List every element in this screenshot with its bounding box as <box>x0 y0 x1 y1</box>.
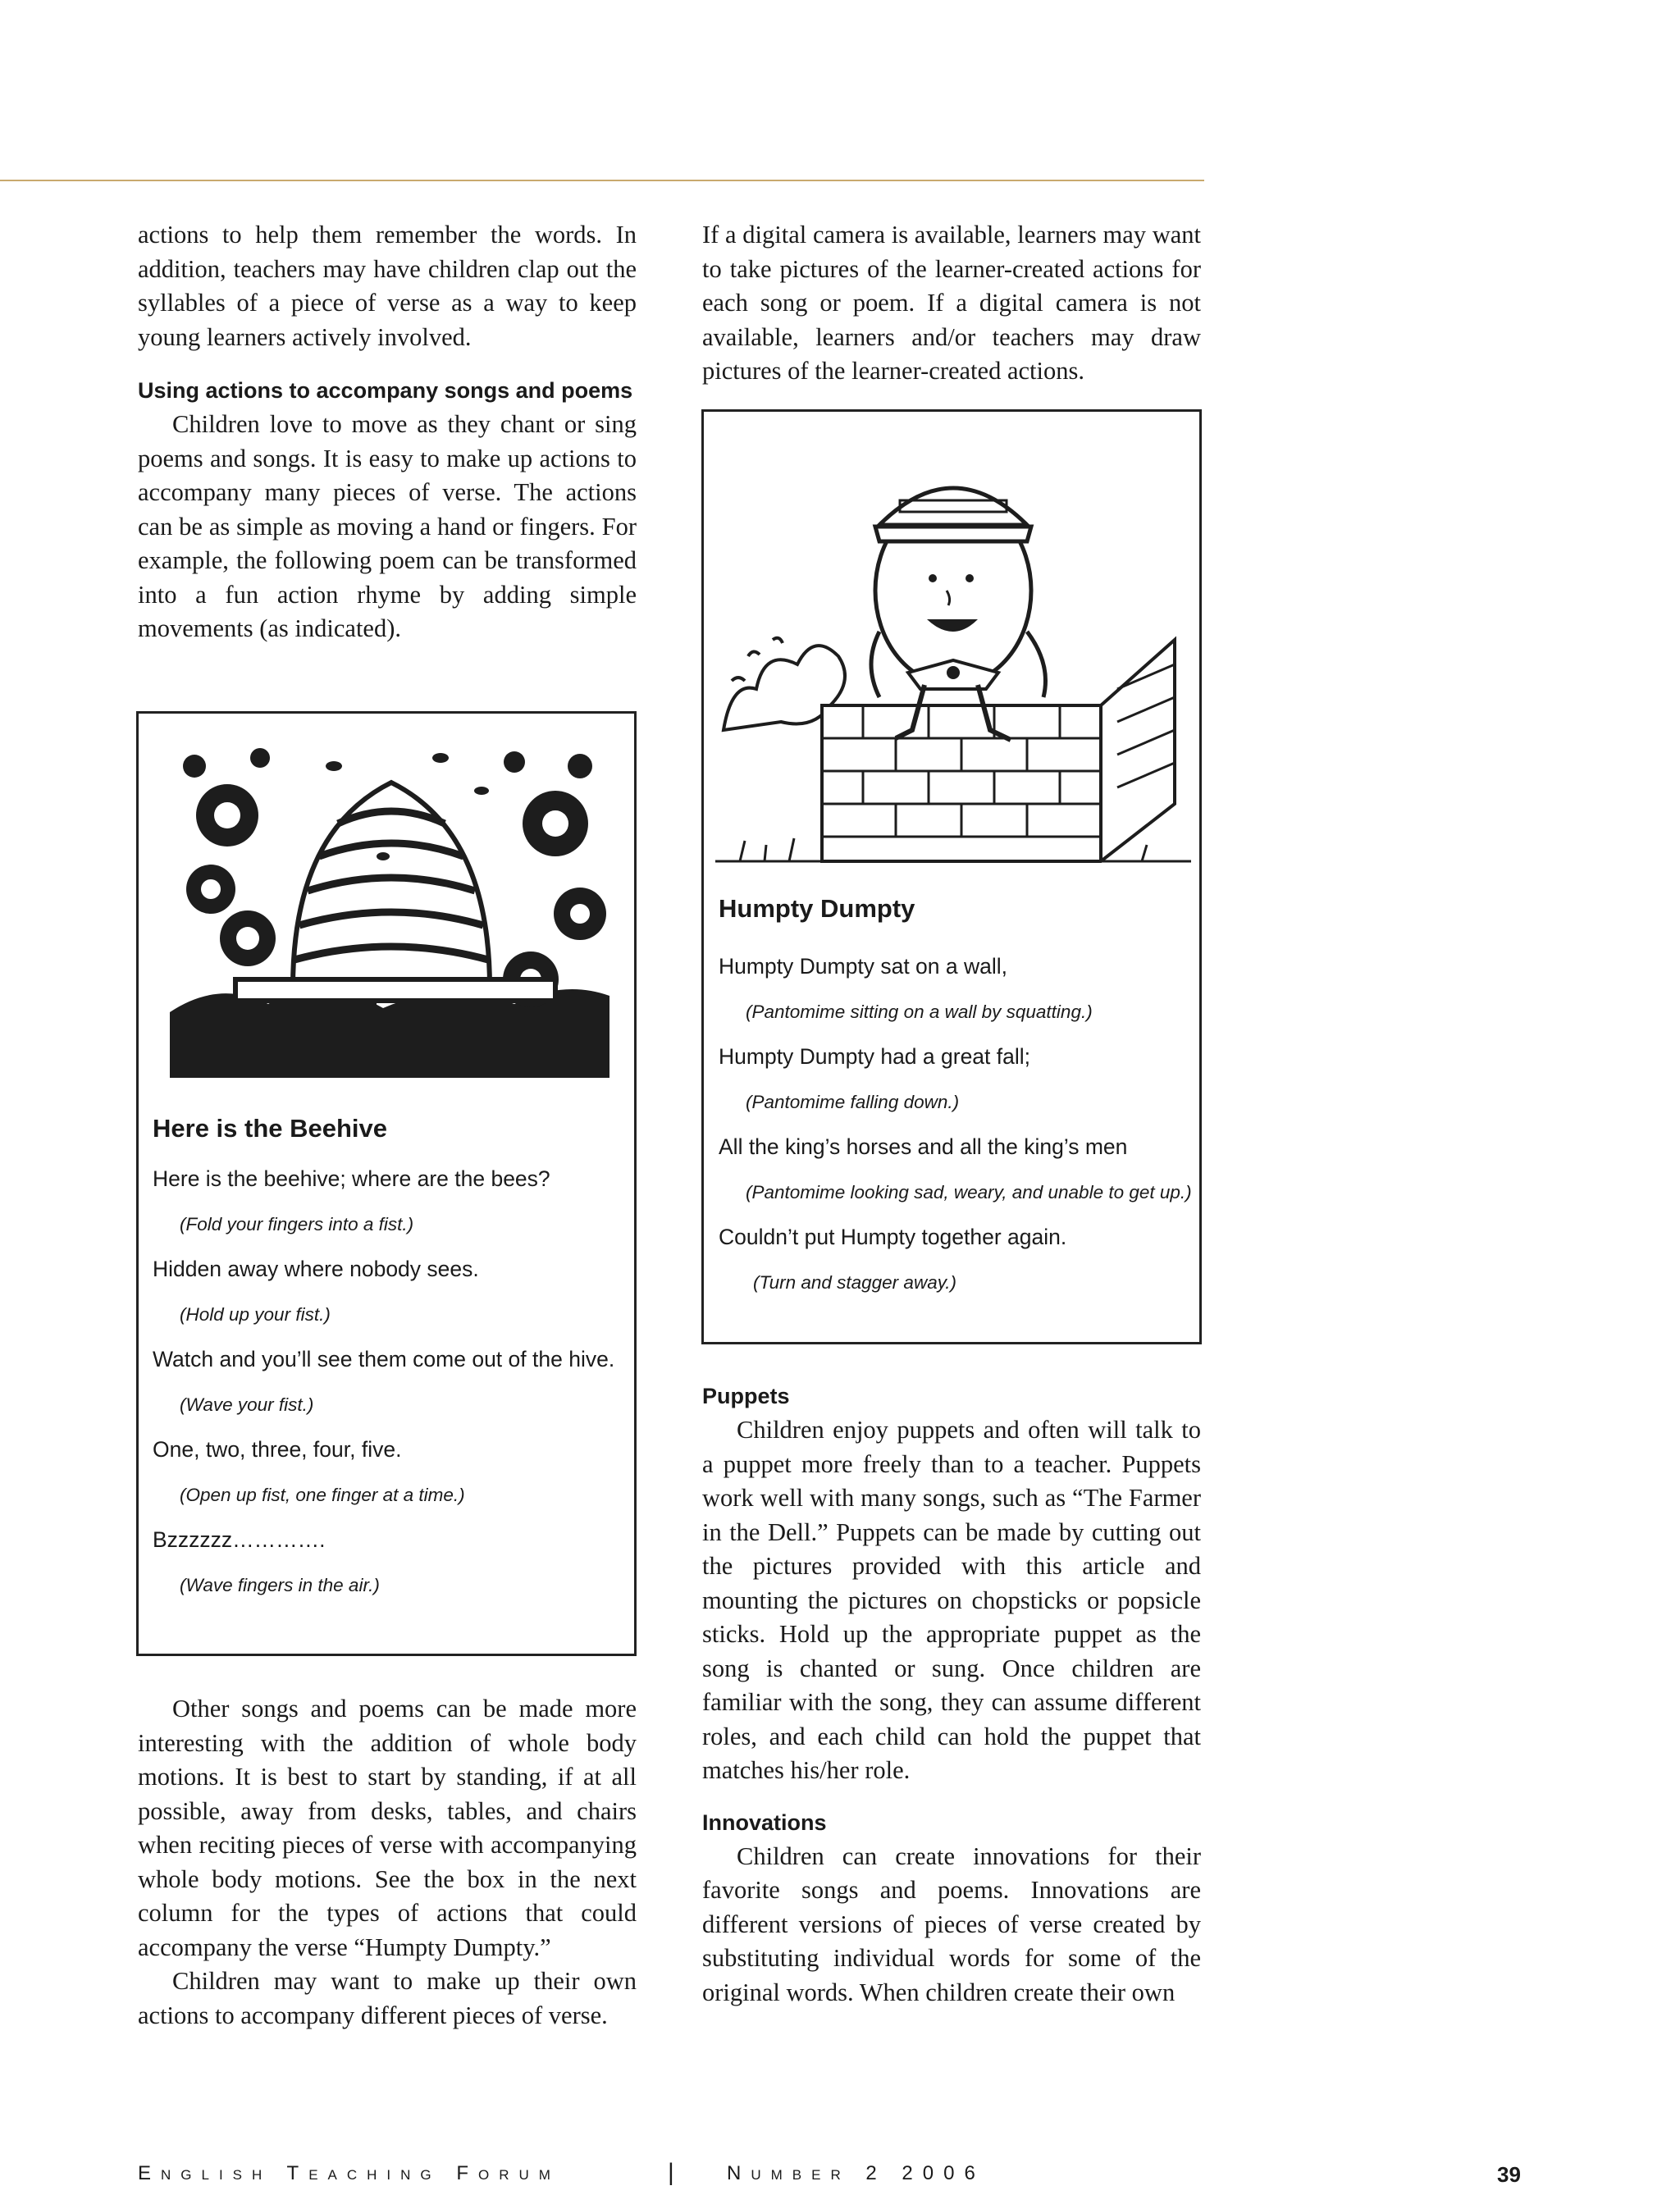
poem-line <box>153 1517 614 1563</box>
left-column-lower <box>138 1692 637 2033</box>
poem-action <box>719 989 1192 1034</box>
poem-line-text: Humpty Dumpty sat on a wall, <box>719 954 1007 979</box>
poem-line-text: Bzzzzzz…………. <box>153 1527 326 1552</box>
poem-line-text: Humpty Dumpty had a great fall; <box>719 1044 1031 1069</box>
right-paragraph-1: If a digital camera is available, learners may want to take pictures of the learner-created actions for each song or poem. If a digital camera is not available, learners and/or teachers may draw pictures of the learner-created actions. <box>702 221 1201 385</box>
footer-issue: Number 2 2006 <box>727 2162 985 2184</box>
poem-line <box>719 1215 1192 1260</box>
poem-action-text: (Hold up your fist.) <box>180 1304 331 1325</box>
section-heading-actions: Using actions to accompany songs and poems <box>138 378 633 403</box>
poem-action <box>719 1260 1192 1305</box>
footer-publication: English Teaching Forum <box>138 2162 560 2184</box>
poem-line <box>719 1034 1192 1079</box>
poem-action-text: (Turn and stagger away.) <box>753 1272 957 1293</box>
left-paragraph-4: Children may want to make up their own actions to accompany different pieces of verse. <box>138 1967 637 2029</box>
poem-action <box>153 1292 614 1337</box>
left-paragraph-3: Other songs and poems can be made more interesting with the addition of whole body motions. It is best to start by standing, if at all possible, away from desks, tables, and chairs when reciting pieces of verse with accompanying whole body motions. See the box in the next column for the types of actions that could accompany the verse “Humpty Dumpty.” <box>138 1695 637 1961</box>
poem-line <box>719 944 1192 989</box>
page-number: 39 <box>1497 2162 1521 2187</box>
poem-action <box>153 1563 614 1608</box>
footer-separator: | <box>668 2159 674 2186</box>
beehive-poem-box <box>136 711 637 1656</box>
poem-line-text: Hidden away where nobody sees. <box>153 1257 479 1281</box>
right-column-lower <box>702 1380 1201 2010</box>
poem-action <box>153 1202 614 1247</box>
humpty-poem-lines <box>719 944 1192 1305</box>
poem-action <box>153 1472 614 1517</box>
section-heading-innovations: Innovations <box>702 1809 827 1835</box>
right-column <box>702 218 1201 389</box>
poem-action-text: (Wave your fist.) <box>180 1394 314 1415</box>
poem-action-text: (Pantomime falling down.) <box>746 1092 960 1112</box>
poem-line-text: Couldn’t put Humpty together again. <box>719 1225 1067 1249</box>
innovations-paragraph: Children can create innovations for their favorite songs and poems. Innovations are different versions of pieces of verse created by substituting individual words for some of the original words. When children create their own <box>702 1841 1201 2006</box>
left-paragraph-1: actions to help them remember the words. In addition, teachers may have children clap out the syllables of a piece of verse as a way to keep young learners actively involved. <box>138 221 637 351</box>
poem-action <box>719 1170 1192 1215</box>
poem-line <box>153 1247 614 1292</box>
humpty-dumpty-illustration <box>715 435 1191 886</box>
poem-line <box>153 1427 614 1472</box>
poem-line <box>719 1125 1192 1170</box>
beehive-poem-lines <box>153 1157 614 1608</box>
poem-action <box>153 1382 614 1427</box>
puppets-paragraph: Children enjoy puppets and often will talk to a puppet more freely than to a teacher. Puppets work well with many songs, such as “The Farmer in the Dell.” Puppets can be made by cutting out the pictures provided with this article and mounting the pictures on chopsticks or popsicle sticks. Hold up the appropriate puppet as the song is chanted or sung. Once children are familiar with the song, they can assume different roles, and each child can hold the puppet that matches his/her role. <box>702 1416 1201 1784</box>
left-column <box>138 218 637 646</box>
beehive-illustration <box>170 733 609 1078</box>
poem-line-text: One, two, three, four, five. <box>153 1437 402 1462</box>
poem-line <box>153 1157 614 1202</box>
poem-line <box>153 1337 614 1382</box>
poem-line-text: Here is the beehive; where are the bees? <box>153 1166 550 1191</box>
poem-action-text: (Wave fingers in the air.) <box>180 1575 380 1595</box>
poem-action-text: (Fold your fingers into a fist.) <box>180 1214 414 1234</box>
humpty-poem-box <box>701 409 1202 1344</box>
left-paragraph-2: Children love to move as they chant or sing poems and songs. It is easy to make up actions to accompany many pieces of verse. The actions can be as simple as moving a hand or fingers. For example, the following poem can be transformed into a fun action rhyme by adding simple movements (as indicated). <box>138 410 637 642</box>
poem-line-text: All the king’s horses and all the king’s men <box>719 1134 1128 1159</box>
beehive-poem-title: Here is the Beehive <box>153 1114 388 1143</box>
page-footer <box>138 2159 1524 2195</box>
header-rule <box>0 180 1204 181</box>
poem-action-text: (Pantomime sitting on a wall by squatting.) <box>746 1002 1093 1022</box>
poem-line-text: Watch and you’ll see them come out of the hive. <box>153 1347 615 1371</box>
poem-action-text: (Pantomime looking sad, weary, and unable to get up.) <box>746 1182 1192 1202</box>
humpty-poem-title: Humpty Dumpty <box>719 894 915 923</box>
section-heading-puppets: Puppets <box>702 1384 790 1408</box>
poem-action <box>719 1079 1192 1125</box>
poem-action-text: (Open up fist, one finger at a time.) <box>180 1485 465 1505</box>
